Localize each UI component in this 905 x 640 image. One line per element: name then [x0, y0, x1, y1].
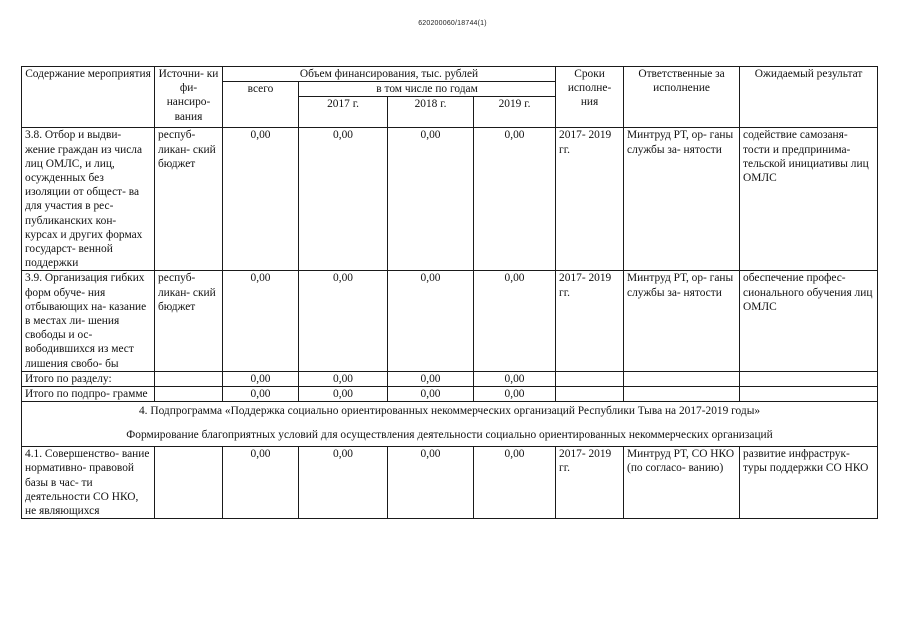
subprogram-title: 4. Подпрограмма «Поддержка социально ориентированных некоммерческих организаций Республики Тыва на 2017-2019 годы» — [138, 405, 761, 418]
totals-label: Итого по разделу: — [22, 371, 155, 386]
row-deadline: 2017- 2019 гг. — [556, 271, 624, 371]
header-content: Содержание мероприятия — [22, 67, 155, 128]
totals-2019: 0,00 — [474, 371, 556, 386]
header-by-years: в том числе по годам — [299, 82, 556, 97]
row-total: 0,00 — [223, 447, 299, 519]
table-row — [22, 128, 878, 271]
row-2019: 0,00 — [474, 447, 556, 519]
table-row — [22, 447, 878, 519]
header-year-2019: 2019 г. — [474, 97, 556, 128]
row-responsible: Минтруд РТ, СО НКО (по согласо- ванию) — [624, 447, 740, 519]
row-2017: 0,00 — [299, 271, 388, 371]
row-total: 0,00 — [223, 271, 299, 371]
row-2017: 0,00 — [299, 128, 388, 271]
row-2017: 0,00 — [299, 447, 388, 519]
header-year-2017: 2017 г. — [299, 97, 388, 128]
totals-2017: 0,00 — [299, 371, 388, 386]
totals-label: Итого по подпро- грамме — [22, 387, 155, 402]
row-result: обеспечение профес- сионального обучения лиц ОМЛС — [740, 271, 878, 371]
row-deadline: 2017- 2019 гг. — [556, 447, 624, 519]
totals-2017: 0,00 — [299, 387, 388, 402]
row-result: развитие инфраструк- туры поддержки СО НКО — [740, 447, 878, 519]
totals-row-section — [22, 371, 878, 386]
row-result: содействие самозаня- тости и предпринима- тельской инициативы лиц ОМЛС — [740, 128, 878, 271]
subprogram-subtitle: Формирование благоприятных условий для осуществления деятельности социально ориентированных некоммерческих организаций — [126, 429, 773, 442]
totals-total: 0,00 — [223, 387, 299, 402]
row-deadline: 2017- 2019 гг. — [556, 128, 624, 271]
header-total: всего — [223, 82, 299, 128]
subprogram-section-row — [22, 402, 878, 447]
row-2018: 0,00 — [388, 128, 474, 271]
header-deadlines: Сроки исполне- ния — [556, 67, 624, 128]
row-content: 3.8. Отбор и выдви- жение граждан из числа лиц ОМЛС, и лиц, осужденных без изоляции от общест- ва для участия в рес- публиканских кон- курсах и других формах государст- венной поддержки — [22, 128, 155, 271]
row-responsible: Минтруд РТ, ор- ганы службы за- нятости — [624, 271, 740, 371]
totals-2019: 0,00 — [474, 387, 556, 402]
header-funding-volume: Объем финансирования, тыс. рублей — [223, 67, 556, 82]
totals-2018: 0,00 — [388, 387, 474, 402]
header-row-1 — [22, 67, 878, 82]
row-content: 3.9. Организация гибких форм обуче- ния отбывающих на- казание в местах ли- шения свободы и ос- вободившихся из мест лишения свобо- бы — [22, 271, 155, 371]
totals-row-subprogram — [22, 387, 878, 402]
row-2019: 0,00 — [474, 128, 556, 271]
header-sources: Источни- ки фи- нансиро- вания — [155, 67, 223, 128]
row-2018: 0,00 — [388, 447, 474, 519]
financing-plan-table — [21, 66, 878, 519]
header-year-2018: 2018 г. — [388, 97, 474, 128]
header-responsible: Ответственные за исполнение — [624, 67, 740, 128]
totals-total: 0,00 — [223, 371, 299, 386]
document-id-stamp: 620200060/18744(1) — [418, 20, 487, 27]
row-2019: 0,00 — [474, 271, 556, 371]
row-source: респуб- ликан- ский бюджет — [155, 271, 223, 371]
row-content: 4.1. Совершенство- вание нормативно- правовой базы в час- ти деятельности СО НКО, не являющихся — [22, 447, 155, 519]
row-source: респуб- ликан- ский бюджет — [155, 128, 223, 271]
row-source — [155, 447, 223, 519]
table-row — [22, 271, 878, 371]
row-total: 0,00 — [223, 128, 299, 271]
row-2018: 0,00 — [388, 271, 474, 371]
row-responsible: Минтруд РТ, ор- ганы службы за- нятости — [624, 128, 740, 271]
header-expected-result: Ожидаемый результат — [740, 67, 878, 128]
totals-2018: 0,00 — [388, 371, 474, 386]
